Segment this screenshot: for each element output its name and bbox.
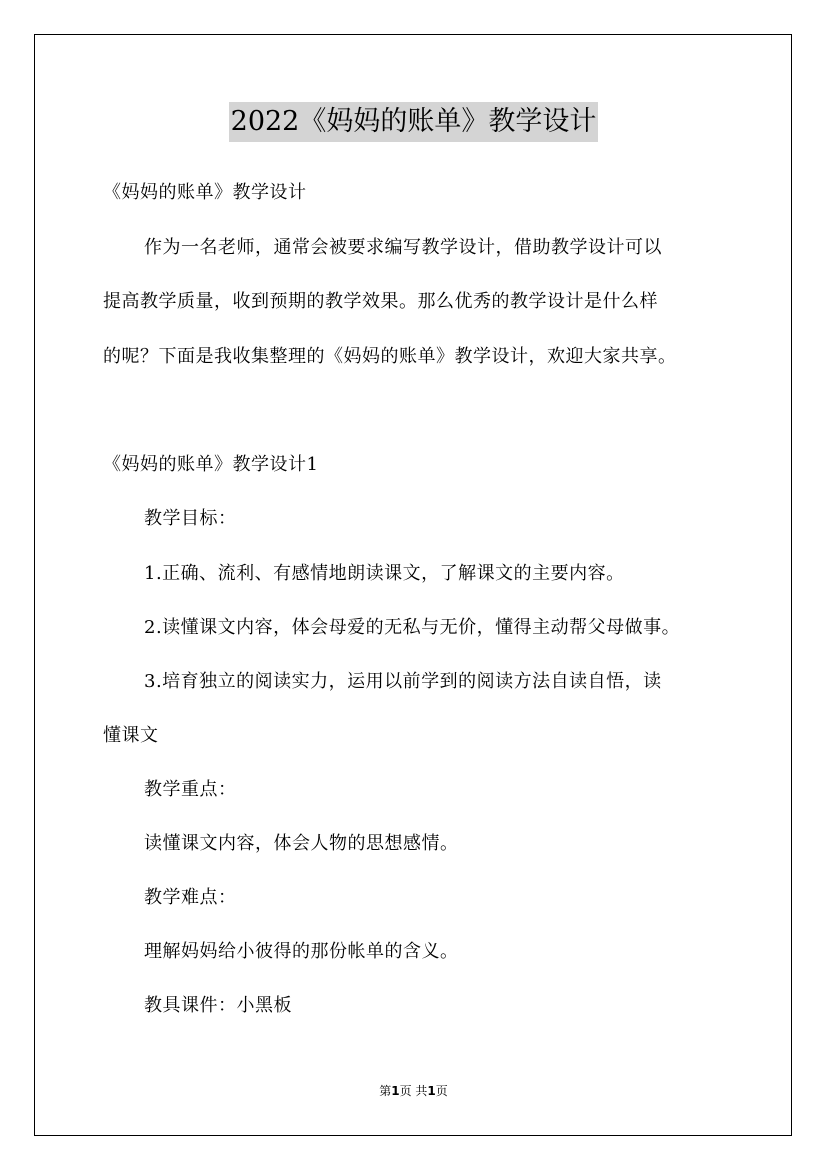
section-heading-intro: 《妈妈的账单》教学设计 — [103, 182, 307, 203]
goal-item: 1.正确、流利、有感情地朗读课文，了解课文的主要内容。 — [144, 563, 625, 584]
footer-page-prefix: 第 — [379, 1084, 392, 1098]
footer-total-suffix: 页 — [435, 1084, 448, 1098]
goal-item: 2.读懂课文内容，体会母爱的无私与无价，懂得主动帮父母做事。 — [144, 617, 681, 638]
title-container — [0, 102, 827, 142]
document-title: 2022《妈妈的账单》教学设计 — [229, 102, 599, 142]
footer-page-suffix: 页 共 — [399, 1084, 428, 1098]
goal-item: 3.培育独立的阅读实力，运用以前学到的阅读方法自读自悟，读 — [144, 671, 662, 692]
paragraph-line: 提高教学质量，收到预期的教学效果。那么优秀的教学设计是什么样 — [103, 291, 658, 312]
teaching-difficulty-label: 教学难点： — [144, 887, 237, 908]
footer-page-number: 1 — [391, 1084, 400, 1098]
section-heading-design-1: 《妈妈的账单》教学设计1 — [103, 454, 319, 475]
paragraph-line: 作为一名老师，通常会被要求编写教学设计，借助教学设计可以 — [144, 237, 662, 258]
teaching-focus-text: 读懂课文内容，体会人物的思想感情。 — [144, 833, 459, 854]
teaching-aids-text: 教具课件：小黑板 — [144, 995, 292, 1016]
teaching-focus-label: 教学重点： — [144, 779, 237, 800]
teaching-difficulty-text: 理解妈妈给小彼得的那份帐单的含义。 — [144, 941, 459, 962]
teaching-goals-label: 教学目标： — [144, 508, 237, 529]
paragraph-line: 的呢？下面是我收集整理的《妈妈的账单》教学设计，欢迎大家共享。 — [103, 346, 677, 367]
goal-item-continuation: 懂课文 — [103, 725, 159, 746]
page-footer — [0, 1083, 827, 1099]
footer-total-pages: 1 — [427, 1084, 436, 1098]
